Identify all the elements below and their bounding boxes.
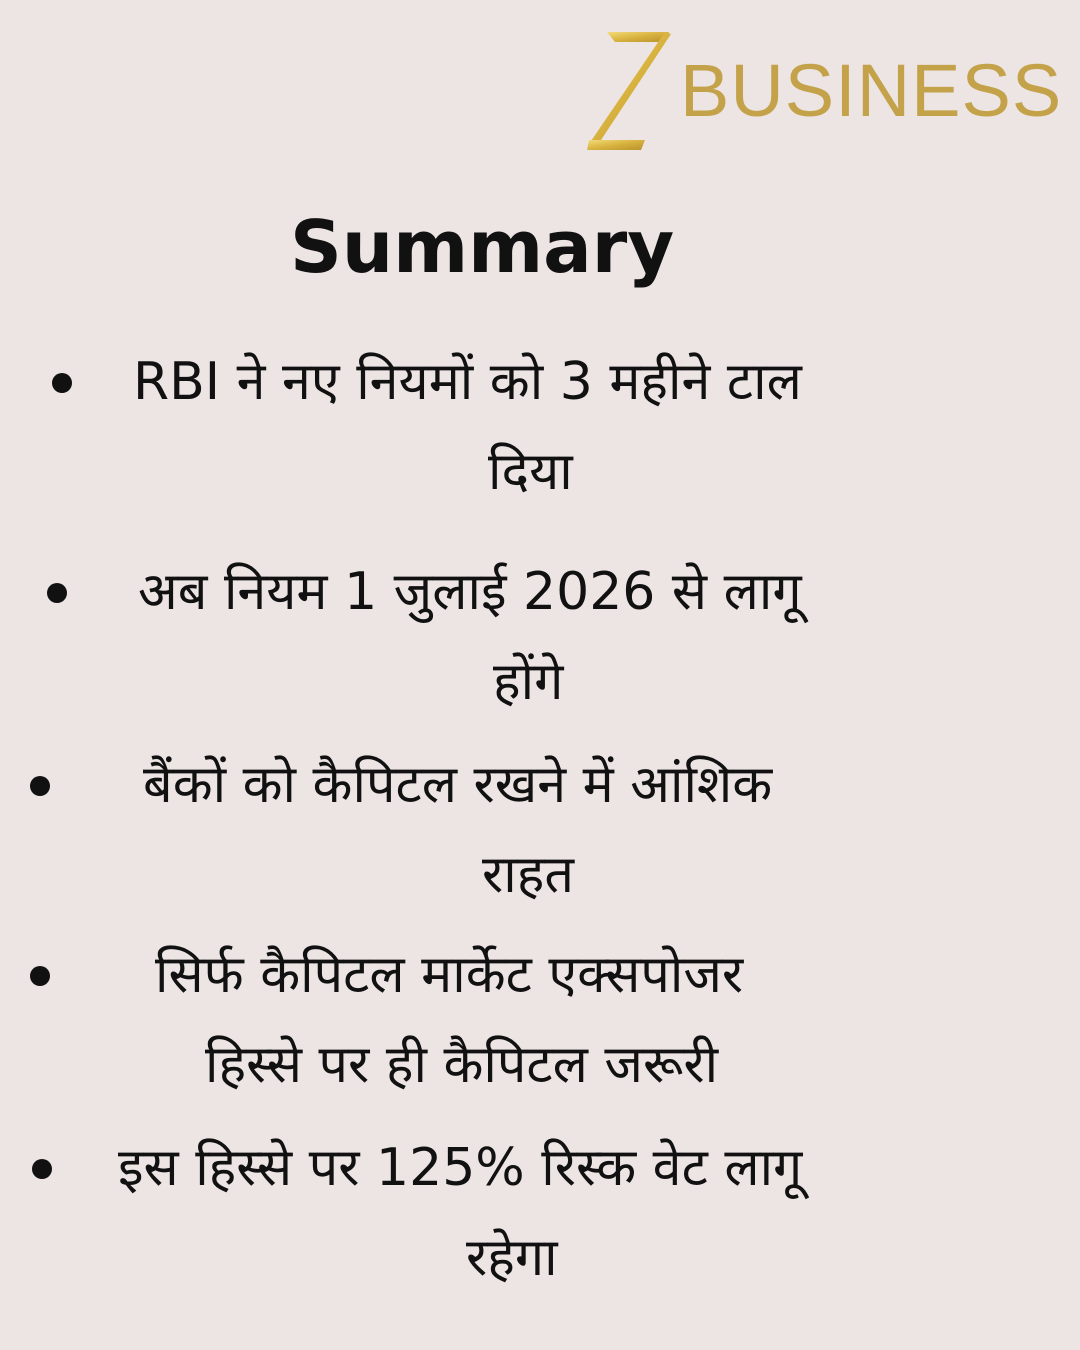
summary-item-text-continued: रहेगा <box>466 1228 558 1288</box>
bullet-icon <box>30 966 50 986</box>
summary-item-text: सिर्फ कैपिटल मार्केट एक्सपोजर <box>155 945 744 1005</box>
summary-item-text-continued: दिया <box>488 442 573 502</box>
summary-item-text: RBI ने नए नियमों को 3 महीने टाल <box>133 352 802 412</box>
summary-item-text: बैंकों को कैपिटल रखने में आंशिक <box>143 755 773 815</box>
bullet-icon <box>32 1159 52 1179</box>
summary-item-text: अब नियम 1 जुलाई 2026 से लागू <box>138 562 802 622</box>
page-title: Summary <box>290 205 675 289</box>
bullet-icon <box>30 776 50 796</box>
bullet-icon <box>47 583 67 603</box>
bullet-icon <box>52 373 72 393</box>
summary-item-text-continued: होंगे <box>493 652 564 712</box>
summary-item-text-continued: राहत <box>482 845 574 905</box>
summary-item-text: इस हिस्से पर 125% रिस्क वेट लागू <box>118 1138 803 1198</box>
brand-logo-text: BUSINESS <box>680 49 1063 132</box>
summary-item-text-continued: हिस्से पर ही कैपिटल जरूरी <box>205 1035 719 1095</box>
